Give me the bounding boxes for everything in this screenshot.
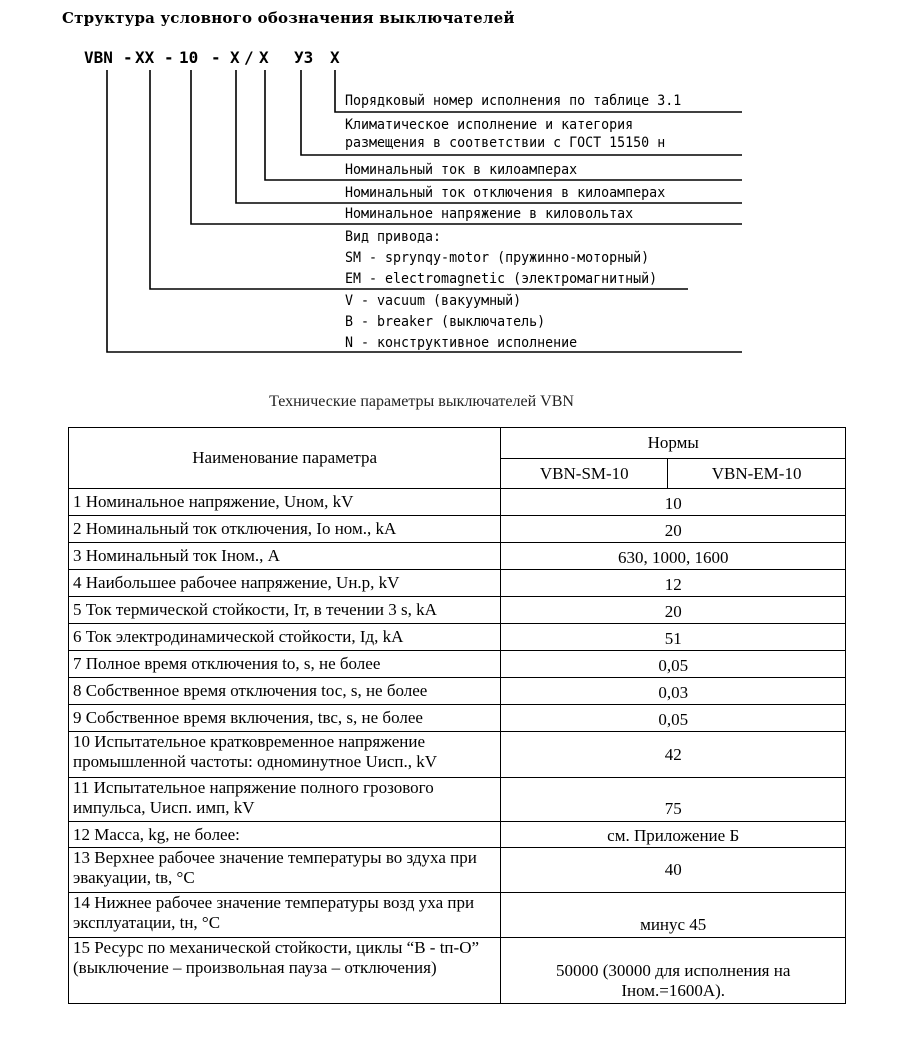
table-row [69, 570, 846, 597]
table-row [69, 678, 846, 705]
table-row [69, 516, 846, 543]
table-row [69, 848, 846, 893]
param-value: 20 [501, 516, 846, 543]
annotation-current: Номинальный ток в килоамперах [345, 162, 578, 178]
param-name: 11 Испытательное напряжение полного грозового импульса, Uисп. имп, kV [69, 778, 501, 822]
param-name: 7 Полное время отключения to, s, не более [69, 651, 501, 678]
table-row [69, 651, 846, 678]
table-row [69, 624, 846, 651]
param-name: 4 Наибольшее рабочее напряжение, Uн.р, kV [69, 570, 501, 597]
annotation-breaking-current: Номинальный ток отключения в килоамперах [345, 185, 666, 201]
table-header-row [69, 428, 846, 459]
code-part-dash: - [123, 48, 133, 67]
parameters-table [68, 427, 846, 1004]
header-norms: Нормы [501, 428, 846, 459]
table-row [69, 822, 846, 848]
param-name: 10 Испытательное кратковременное напряжение промышленной частоты: одноминутное Uисп., kV [69, 732, 501, 778]
code-part-10: 10 [179, 48, 199, 67]
param-value: 0,03 [501, 678, 846, 705]
annotation-drive-type: Вид привода: [345, 229, 442, 245]
code-part-x: X [259, 48, 269, 67]
table-row [69, 893, 846, 938]
param-name: 6 Ток электродинамической стойкости, Iд, kA [69, 624, 501, 651]
param-name: 14 Нижнее рабочее значение температуры возд уха при эксплуатации, tн, °С [69, 893, 501, 938]
annotation-climate-1: Климатическое исполнение и категория [345, 117, 634, 133]
annotation-v: V - vacuum (вакуумный) [345, 293, 522, 309]
param-name: 13 Верхнее рабочее значение температуры во здуха при эвакуации, tв, °С [69, 848, 501, 893]
param-name: 9 Собственное время включения, tвс, s, не более [69, 705, 501, 732]
param-value: 75 [501, 778, 846, 822]
header-param-name: Наименование параметра [69, 428, 501, 489]
annotation-drive-em: EM - electromagnetic (электромагнитный) [345, 271, 658, 287]
table-row [69, 938, 846, 1004]
table-row [69, 705, 846, 732]
param-name: 8 Собственное время отключения tос, s, не более [69, 678, 501, 705]
table-row [69, 597, 846, 624]
param-value: 10 [501, 489, 846, 516]
header-vbn-sm-10: VBN-SM-10 [501, 459, 668, 489]
param-value: см. Приложение Б [501, 822, 846, 848]
code-part-vbn: VBN [84, 48, 113, 67]
code-part-x: X [330, 48, 340, 67]
param-value: 50000 (30000 для исполнения на Iном.=1600А). [501, 938, 846, 1004]
table-row [69, 778, 846, 822]
param-name: 12 Масса, kg, не более: [69, 822, 501, 848]
param-name: 1 Номинальное напряжение, Uном, kV [69, 489, 501, 516]
param-value: 630, 1000, 1600 [501, 543, 846, 570]
annotation-voltage: Номинальное напряжение в киловольтах [345, 206, 634, 222]
annotation-n: N - конструктивное исполнение [345, 335, 578, 351]
structure-title: Структура условного обозначения выключателей [62, 9, 515, 27]
table-row [69, 732, 846, 778]
code-part-xx: XX [135, 48, 155, 67]
param-value: 0,05 [501, 705, 846, 732]
param-name: 15 Ресурс по механической стойкости, циклы “В - tп-О” (выключение – произвольная пауза – отключения) [69, 938, 501, 1004]
param-value: 40 [501, 848, 846, 893]
param-value: 42 [501, 732, 846, 778]
table-row [69, 489, 846, 516]
param-value: 51 [501, 624, 846, 651]
annotation-execution: Порядковый номер исполнения по таблице 3.1 [345, 93, 682, 109]
param-value: 20 [501, 597, 846, 624]
param-value: 12 [501, 570, 846, 597]
table-row [69, 543, 846, 570]
param-value: минус 45 [501, 893, 846, 938]
code-part-slash: / [244, 48, 254, 67]
annotation-b: B - breaker (выключатель) [345, 314, 546, 330]
param-name: 3 Номинальный ток Iном., А [69, 543, 501, 570]
param-name: 5 Ток термической стойкости, Iт, в течении 3 s, kA [69, 597, 501, 624]
table-caption: Технические параметры выключателей VBN [269, 393, 574, 410]
header-vbn-em-10: VBN-EM-10 [668, 459, 846, 489]
code-part-u3: УЗ [294, 48, 314, 67]
annotation-drive-sm: SM - sprynqy-motor (пружинно-моторный) [345, 250, 650, 266]
annotation-climate-2: размещения в соответствии с ГОСТ 15150 н [345, 135, 666, 151]
param-value: 0,05 [501, 651, 846, 678]
code-part-dash: - [211, 48, 221, 67]
param-name: 2 Номинальный ток отключения, Iо ном., kA [69, 516, 501, 543]
code-part-dash: - [164, 48, 174, 67]
code-part-x: X [230, 48, 240, 67]
